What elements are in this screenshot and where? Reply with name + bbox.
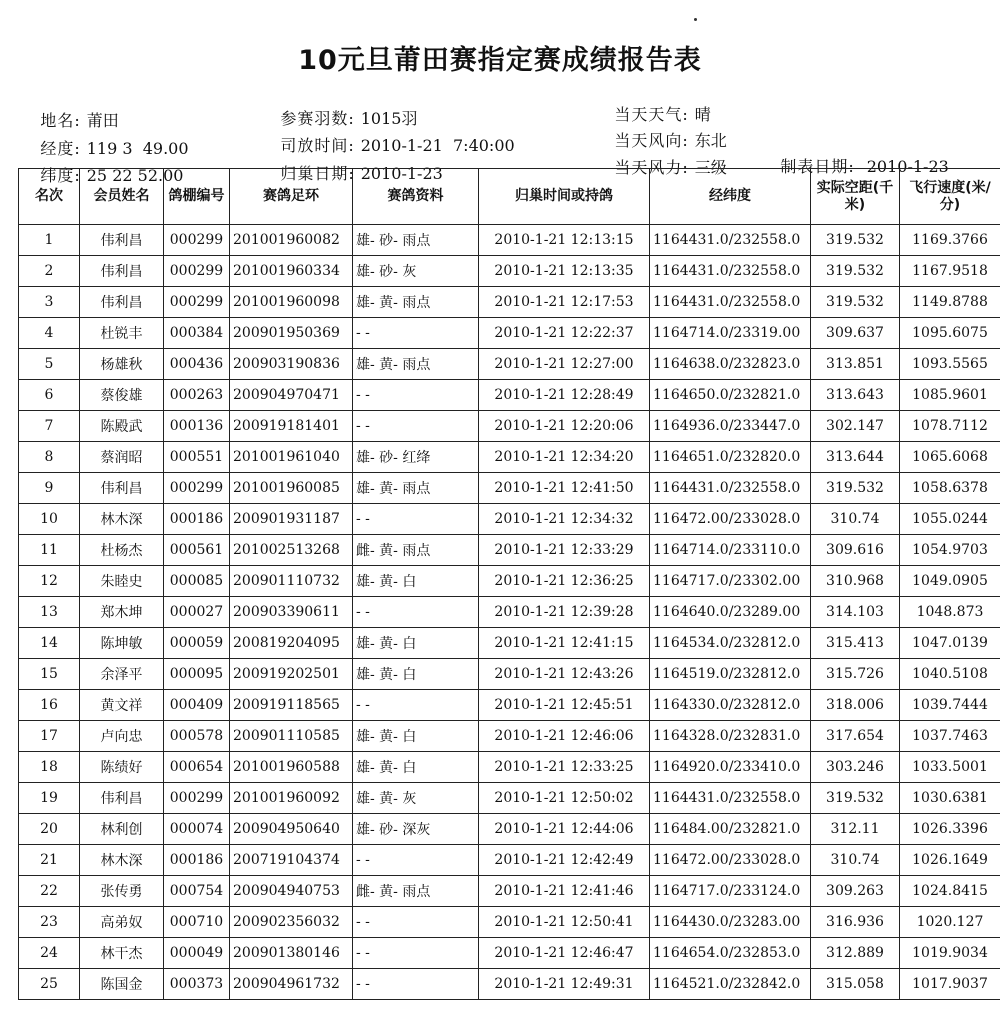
- cell-member-name: 伟利昌: [80, 783, 164, 814]
- cell-member-name: 杜锐丰: [80, 318, 164, 349]
- cell-member-name: 蔡润昭: [80, 442, 164, 473]
- cell-coordinates: 1164640.0/23289.00: [650, 597, 811, 628]
- cell-return-time: 2010-1-21 12:20:06: [479, 411, 650, 442]
- cell-ring: 200901931187: [230, 504, 353, 535]
- cell-pigeon-info: 雄- 砂- 灰: [353, 256, 479, 287]
- table-row: [19, 566, 1000, 597]
- meta-wind-force-label: 当天风力:: [614, 158, 689, 177]
- cell-coordinates: 1164430.0/23283.00: [650, 907, 811, 938]
- cell-pigeon-info: - -: [353, 845, 479, 876]
- cell-ring: 201001960092: [230, 783, 353, 814]
- cell-loft-number: 000299: [164, 256, 230, 287]
- cell-speed: 1037.7463: [900, 721, 1000, 752]
- cell-distance: 315.726: [811, 659, 900, 690]
- cell-distance: 310.74: [811, 845, 900, 876]
- meta-longitude-label: 经度:: [40, 139, 81, 158]
- cell-coordinates: 116484.00/232821.0: [650, 814, 811, 845]
- cell-loft-number: 000136: [164, 411, 230, 442]
- cell-rank: 16: [19, 690, 80, 721]
- table-header-row: [19, 169, 1000, 225]
- cell-ring: 200919181401: [230, 411, 353, 442]
- cell-distance: 312.889: [811, 938, 900, 969]
- cell-coordinates: 1164717.0/233124.0: [650, 876, 811, 907]
- cell-rank: 5: [19, 349, 80, 380]
- cell-distance: 319.532: [811, 783, 900, 814]
- cell-speed: 1030.6381: [900, 783, 1000, 814]
- cell-rank: 6: [19, 380, 80, 411]
- cell-pigeon-info: 雄- 黄- 雨点: [353, 473, 479, 504]
- header-return-time: 归巢时间或持鸽: [479, 169, 650, 225]
- cell-ring: 200904961732: [230, 969, 353, 1000]
- scan-speck: [694, 18, 697, 21]
- cell-loft-number: 000299: [164, 287, 230, 318]
- cell-member-name: 伟利昌: [80, 287, 164, 318]
- table-row: [19, 442, 1000, 473]
- table-row: [19, 845, 1000, 876]
- cell-rank: 2: [19, 256, 80, 287]
- cell-loft-number: 000373: [164, 969, 230, 1000]
- cell-ring: 201001960334: [230, 256, 353, 287]
- meta-return-label: 归巢日期:: [280, 164, 355, 183]
- meta-longitude-value: 119 3 49.00: [86, 139, 189, 158]
- header-ring: 赛鸽足环: [230, 169, 353, 225]
- cell-coordinates: 1164717.0/23302.00: [650, 566, 811, 597]
- table-row: [19, 752, 1000, 783]
- cell-member-name: 张传勇: [80, 876, 164, 907]
- cell-speed: 1049.0905: [900, 566, 1000, 597]
- cell-member-name: 林木深: [80, 845, 164, 876]
- cell-return-time: 2010-1-21 12:46:06: [479, 721, 650, 752]
- cell-loft-number: 000561: [164, 535, 230, 566]
- meta-place-value: 莆田: [86, 111, 119, 130]
- cell-return-time: 2010-1-21 12:46:47: [479, 938, 650, 969]
- meta-latitude-value: 25 22 52.00: [86, 166, 184, 185]
- cell-rank: 7: [19, 411, 80, 442]
- cell-member-name: 陈国金: [80, 969, 164, 1000]
- cell-speed: 1054.9703: [900, 535, 1000, 566]
- cell-speed: 1019.9034: [900, 938, 1000, 969]
- table-row: [19, 907, 1000, 938]
- meta-latitude-label: 纬度:: [40, 166, 81, 185]
- cell-return-time: 2010-1-21 12:33:29: [479, 535, 650, 566]
- cell-member-name: 高弟奴: [80, 907, 164, 938]
- cell-coordinates: 1164654.0/232853.0: [650, 938, 811, 969]
- cell-pigeon-info: 雄- 砂- 深灰: [353, 814, 479, 845]
- cell-ring: 200904940753: [230, 876, 353, 907]
- cell-ring: 200901950369: [230, 318, 353, 349]
- cell-rank: 15: [19, 659, 80, 690]
- cell-speed: 1047.0139: [900, 628, 1000, 659]
- cell-rank: 12: [19, 566, 80, 597]
- cell-loft-number: 000186: [164, 504, 230, 535]
- table-row: [19, 380, 1000, 411]
- cell-ring: 200901380146: [230, 938, 353, 969]
- cell-distance: 313.851: [811, 349, 900, 380]
- table-row: [19, 876, 1000, 907]
- cell-loft-number: 000299: [164, 225, 230, 256]
- cell-pigeon-info: 雄- 砂- 雨点: [353, 225, 479, 256]
- cell-rank: 20: [19, 814, 80, 845]
- cell-pigeon-info: - -: [353, 907, 479, 938]
- table-row: [19, 256, 1000, 287]
- cell-pigeon-info: 雌- 黄- 雨点: [353, 876, 479, 907]
- meta-place-label: 地名:: [40, 111, 81, 130]
- table-row: [19, 938, 1000, 969]
- table-row: [19, 225, 1000, 256]
- cell-coordinates: 1164330.0/232812.0: [650, 690, 811, 721]
- cell-speed: 1078.7112: [900, 411, 1000, 442]
- cell-distance: 310.968: [811, 566, 900, 597]
- cell-loft-number: 000551: [164, 442, 230, 473]
- cell-coordinates: 1164714.0/23319.00: [650, 318, 811, 349]
- cell-distance: 309.637: [811, 318, 900, 349]
- table-row: [19, 318, 1000, 349]
- cell-return-time: 2010-1-21 12:41:15: [479, 628, 650, 659]
- cell-ring: 200903190836: [230, 349, 353, 380]
- cell-return-time: 2010-1-21 12:34:32: [479, 504, 650, 535]
- cell-pigeon-info: - -: [353, 380, 479, 411]
- cell-coordinates: 1164534.0/232812.0: [650, 628, 811, 659]
- cell-ring: 200901110585: [230, 721, 353, 752]
- table-row: [19, 814, 1000, 845]
- cell-distance: 303.246: [811, 752, 900, 783]
- cell-coordinates: 1164714.0/233110.0: [650, 535, 811, 566]
- cell-loft-number: 000384: [164, 318, 230, 349]
- cell-rank: 19: [19, 783, 80, 814]
- meta-wind-direction-label: 当天风向:: [614, 131, 689, 150]
- cell-pigeon-info: 雄- 黄- 白: [353, 721, 479, 752]
- cell-coordinates: 116472.00/233028.0: [650, 845, 811, 876]
- meta-wind-direction-value: 东北: [694, 131, 727, 150]
- cell-ring: 200919118565: [230, 690, 353, 721]
- cell-distance: 317.654: [811, 721, 900, 752]
- cell-ring: 200901110732: [230, 566, 353, 597]
- cell-ring: 200903390611: [230, 597, 353, 628]
- cell-loft-number: 000263: [164, 380, 230, 411]
- cell-return-time: 2010-1-21 12:45:51: [479, 690, 650, 721]
- table-row: [19, 349, 1000, 380]
- cell-return-time: 2010-1-21 12:33:25: [479, 752, 650, 783]
- cell-speed: 1167.9518: [900, 256, 1000, 287]
- header-speed: 飞行速度(米/分): [900, 169, 1000, 225]
- cell-pigeon-info: 雄- 黄- 白: [353, 659, 479, 690]
- cell-distance: 314.103: [811, 597, 900, 628]
- cell-pigeon-info: - -: [353, 969, 479, 1000]
- cell-speed: 1085.9601: [900, 380, 1000, 411]
- cell-rank: 8: [19, 442, 80, 473]
- cell-loft-number: 000095: [164, 659, 230, 690]
- cell-member-name: 杨雄秋: [80, 349, 164, 380]
- cell-pigeon-info: 雄- 黄- 白: [353, 752, 479, 783]
- cell-speed: 1040.5108: [900, 659, 1000, 690]
- meta-birds-value: 1015羽: [360, 109, 418, 128]
- cell-ring: 200904950640: [230, 814, 353, 845]
- cell-coordinates: 1164519.0/232812.0: [650, 659, 811, 690]
- cell-ring: 200819204095: [230, 628, 353, 659]
- cell-speed: 1058.6378: [900, 473, 1000, 504]
- cell-return-time: 2010-1-21 12:50:41: [479, 907, 650, 938]
- cell-member-name: 陈绩好: [80, 752, 164, 783]
- cell-speed: 1093.5565: [900, 349, 1000, 380]
- cell-loft-number: 000299: [164, 783, 230, 814]
- meta-made-value: 2010-1-23: [866, 157, 949, 176]
- cell-return-time: 2010-1-21 12:22:37: [479, 318, 650, 349]
- cell-return-time: 2010-1-21 12:50:02: [479, 783, 650, 814]
- meta-weather-value: 晴: [694, 105, 711, 124]
- meta-release-value: 2010-1-21 7:40:00: [360, 136, 515, 155]
- cell-rank: 25: [19, 969, 80, 1000]
- cell-speed: 1065.6068: [900, 442, 1000, 473]
- cell-distance: 318.006: [811, 690, 900, 721]
- cell-loft-number: 000409: [164, 690, 230, 721]
- cell-rank: 4: [19, 318, 80, 349]
- table-row: [19, 473, 1000, 504]
- cell-coordinates: 1164920.0/233410.0: [650, 752, 811, 783]
- cell-pigeon-info: 雄- 黄- 雨点: [353, 287, 479, 318]
- cell-member-name: 林利创: [80, 814, 164, 845]
- table-row: [19, 783, 1000, 814]
- cell-rank: 10: [19, 504, 80, 535]
- cell-rank: 11: [19, 535, 80, 566]
- cell-distance: 313.644: [811, 442, 900, 473]
- cell-return-time: 2010-1-21 12:17:53: [479, 287, 650, 318]
- cell-loft-number: 000299: [164, 473, 230, 504]
- table-row: [19, 535, 1000, 566]
- cell-loft-number: 000049: [164, 938, 230, 969]
- cell-rank: 24: [19, 938, 80, 969]
- cell-coordinates: 1164651.0/232820.0: [650, 442, 811, 473]
- cell-distance: 313.643: [811, 380, 900, 411]
- cell-member-name: 杜杨杰: [80, 535, 164, 566]
- cell-loft-number: 000754: [164, 876, 230, 907]
- cell-coordinates: 1164650.0/232821.0: [650, 380, 811, 411]
- cell-member-name: 林木深: [80, 504, 164, 535]
- cell-pigeon-info: - -: [353, 690, 479, 721]
- cell-coordinates: 1164328.0/232831.0: [650, 721, 811, 752]
- cell-member-name: 伟利昌: [80, 473, 164, 504]
- cell-distance: 310.74: [811, 504, 900, 535]
- cell-return-time: 2010-1-21 12:34:20: [479, 442, 650, 473]
- cell-speed: 1024.8415: [900, 876, 1000, 907]
- cell-coordinates: 1164431.0/232558.0: [650, 225, 811, 256]
- cell-rank: 9: [19, 473, 80, 504]
- table-row: [19, 597, 1000, 628]
- cell-member-name: 伟利昌: [80, 225, 164, 256]
- cell-member-name: 卢向忠: [80, 721, 164, 752]
- cell-member-name: 余泽平: [80, 659, 164, 690]
- header-coordinates: 经纬度: [650, 169, 811, 225]
- cell-pigeon-info: - -: [353, 938, 479, 969]
- cell-loft-number: 000654: [164, 752, 230, 783]
- cell-ring: 201001961040: [230, 442, 353, 473]
- cell-coordinates: 116472.00/233028.0: [650, 504, 811, 535]
- cell-pigeon-info: 雄- 砂- 红绛: [353, 442, 479, 473]
- cell-pigeon-info: 雄- 黄- 雨点: [353, 349, 479, 380]
- cell-ring: 200904970471: [230, 380, 353, 411]
- cell-rank: 13: [19, 597, 80, 628]
- cell-rank: 18: [19, 752, 80, 783]
- cell-pigeon-info: - -: [353, 597, 479, 628]
- cell-loft-number: 000436: [164, 349, 230, 380]
- cell-ring: 200902356032: [230, 907, 353, 938]
- cell-speed: 1095.6075: [900, 318, 1000, 349]
- meta-release-label: 司放时间:: [280, 136, 355, 155]
- cell-return-time: 2010-1-21 12:41:46: [479, 876, 650, 907]
- table-row: [19, 690, 1000, 721]
- cell-loft-number: 000085: [164, 566, 230, 597]
- cell-rank: 23: [19, 907, 80, 938]
- cell-return-time: 2010-1-21 12:27:00: [479, 349, 650, 380]
- cell-loft-number: 000710: [164, 907, 230, 938]
- cell-speed: 1026.3396: [900, 814, 1000, 845]
- cell-ring: 200919202501: [230, 659, 353, 690]
- cell-ring: 201001960098: [230, 287, 353, 318]
- cell-member-name: 朱睦史: [80, 566, 164, 597]
- cell-pigeon-info: - -: [353, 411, 479, 442]
- cell-speed: 1020.127: [900, 907, 1000, 938]
- cell-distance: 319.532: [811, 473, 900, 504]
- header-pigeon-info: 赛鸽资料: [353, 169, 479, 225]
- cell-distance: 309.616: [811, 535, 900, 566]
- table-row: [19, 287, 1000, 318]
- cell-distance: 315.413: [811, 628, 900, 659]
- meta-made-label: 制表日期:: [780, 157, 855, 176]
- cell-pigeon-info: - -: [353, 504, 479, 535]
- cell-return-time: 2010-1-21 12:43:26: [479, 659, 650, 690]
- cell-member-name: 陈殿武: [80, 411, 164, 442]
- cell-member-name: 林干杰: [80, 938, 164, 969]
- cell-speed: 1026.1649: [900, 845, 1000, 876]
- cell-pigeon-info: 雌- 黄- 雨点: [353, 535, 479, 566]
- meta-wind-force-value: 三级: [694, 158, 727, 177]
- cell-rank: 1: [19, 225, 80, 256]
- cell-distance: 315.058: [811, 969, 900, 1000]
- cell-member-name: 郑木坤: [80, 597, 164, 628]
- cell-loft-number: 000578: [164, 721, 230, 752]
- cell-coordinates: 1164431.0/232558.0: [650, 783, 811, 814]
- cell-return-time: 2010-1-21 12:13:15: [479, 225, 650, 256]
- table-row: [19, 411, 1000, 442]
- cell-coordinates: 1164936.0/233447.0: [650, 411, 811, 442]
- cell-distance: 319.532: [811, 225, 900, 256]
- cell-member-name: 蔡俊雄: [80, 380, 164, 411]
- cell-return-time: 2010-1-21 12:36:25: [479, 566, 650, 597]
- header-loft-number: 鸽棚编号: [164, 169, 230, 225]
- cell-return-time: 2010-1-21 12:42:49: [479, 845, 650, 876]
- cell-rank: 22: [19, 876, 80, 907]
- cell-rank: 17: [19, 721, 80, 752]
- cell-pigeon-info: - -: [353, 318, 479, 349]
- table-row: [19, 504, 1000, 535]
- cell-coordinates: 1164431.0/232558.0: [650, 287, 811, 318]
- cell-pigeon-info: 雄- 黄- 白: [353, 566, 479, 597]
- cell-ring: 200719104374: [230, 845, 353, 876]
- cell-rank: 14: [19, 628, 80, 659]
- cell-speed: 1033.5001: [900, 752, 1000, 783]
- table-row: [19, 628, 1000, 659]
- cell-coordinates: 1164638.0/232823.0: [650, 349, 811, 380]
- cell-loft-number: 000059: [164, 628, 230, 659]
- table-row: [19, 659, 1000, 690]
- report-title: 10元旦莆田赛指定赛成绩报告表: [298, 45, 702, 76]
- cell-member-name: 黄文祥: [80, 690, 164, 721]
- cell-coordinates: 1164431.0/232558.0: [650, 473, 811, 504]
- cell-pigeon-info: 雄- 黄- 白: [353, 628, 479, 659]
- cell-speed: 1169.3766: [900, 225, 1000, 256]
- cell-return-time: 2010-1-21 12:28:49: [479, 380, 650, 411]
- cell-loft-number: 000186: [164, 845, 230, 876]
- cell-return-time: 2010-1-21 12:39:28: [479, 597, 650, 628]
- cell-return-time: 2010-1-21 12:13:35: [479, 256, 650, 287]
- cell-loft-number: 000074: [164, 814, 230, 845]
- cell-return-time: 2010-1-21 12:44:06: [479, 814, 650, 845]
- cell-distance: 319.532: [811, 256, 900, 287]
- cell-speed: 1149.8788: [900, 287, 1000, 318]
- cell-speed: 1017.9037: [900, 969, 1000, 1000]
- table-row: [19, 721, 1000, 752]
- table-row: [19, 969, 1000, 1000]
- cell-loft-number: 000027: [164, 597, 230, 628]
- cell-pigeon-info: 雄- 黄- 灰: [353, 783, 479, 814]
- results-body: [19, 225, 1000, 1000]
- cell-distance: 312.11: [811, 814, 900, 845]
- cell-ring: 201001960588: [230, 752, 353, 783]
- cell-ring: 201001960085: [230, 473, 353, 504]
- meta-birds-label: 参赛羽数:: [280, 109, 355, 128]
- cell-member-name: 陈坤敏: [80, 628, 164, 659]
- meta-return-value: 2010-1-23: [360, 164, 443, 183]
- cell-speed: 1039.7444: [900, 690, 1000, 721]
- cell-rank: 21: [19, 845, 80, 876]
- cell-distance: 316.936: [811, 907, 900, 938]
- cell-distance: 302.147: [811, 411, 900, 442]
- cell-coordinates: 1164521.0/232842.0: [650, 969, 811, 1000]
- cell-return-time: 2010-1-21 12:49:31: [479, 969, 650, 1000]
- cell-coordinates: 1164431.0/232558.0: [650, 256, 811, 287]
- meta-weather-label: 当天天气:: [614, 105, 689, 124]
- results-table: [18, 168, 1000, 1000]
- header-rank: 名次: [19, 169, 80, 225]
- cell-distance: 309.263: [811, 876, 900, 907]
- cell-member-name: 伟利昌: [80, 256, 164, 287]
- cell-rank: 3: [19, 287, 80, 318]
- header-member-name: 会员姓名: [80, 169, 164, 225]
- header-distance: 实际空距(千米): [811, 169, 900, 225]
- cell-distance: 319.532: [811, 287, 900, 318]
- cell-ring: 201001960082: [230, 225, 353, 256]
- cell-ring: 201002513268: [230, 535, 353, 566]
- cell-return-time: 2010-1-21 12:41:50: [479, 473, 650, 504]
- cell-speed: 1055.0244: [900, 504, 1000, 535]
- cell-speed: 1048.873: [900, 597, 1000, 628]
